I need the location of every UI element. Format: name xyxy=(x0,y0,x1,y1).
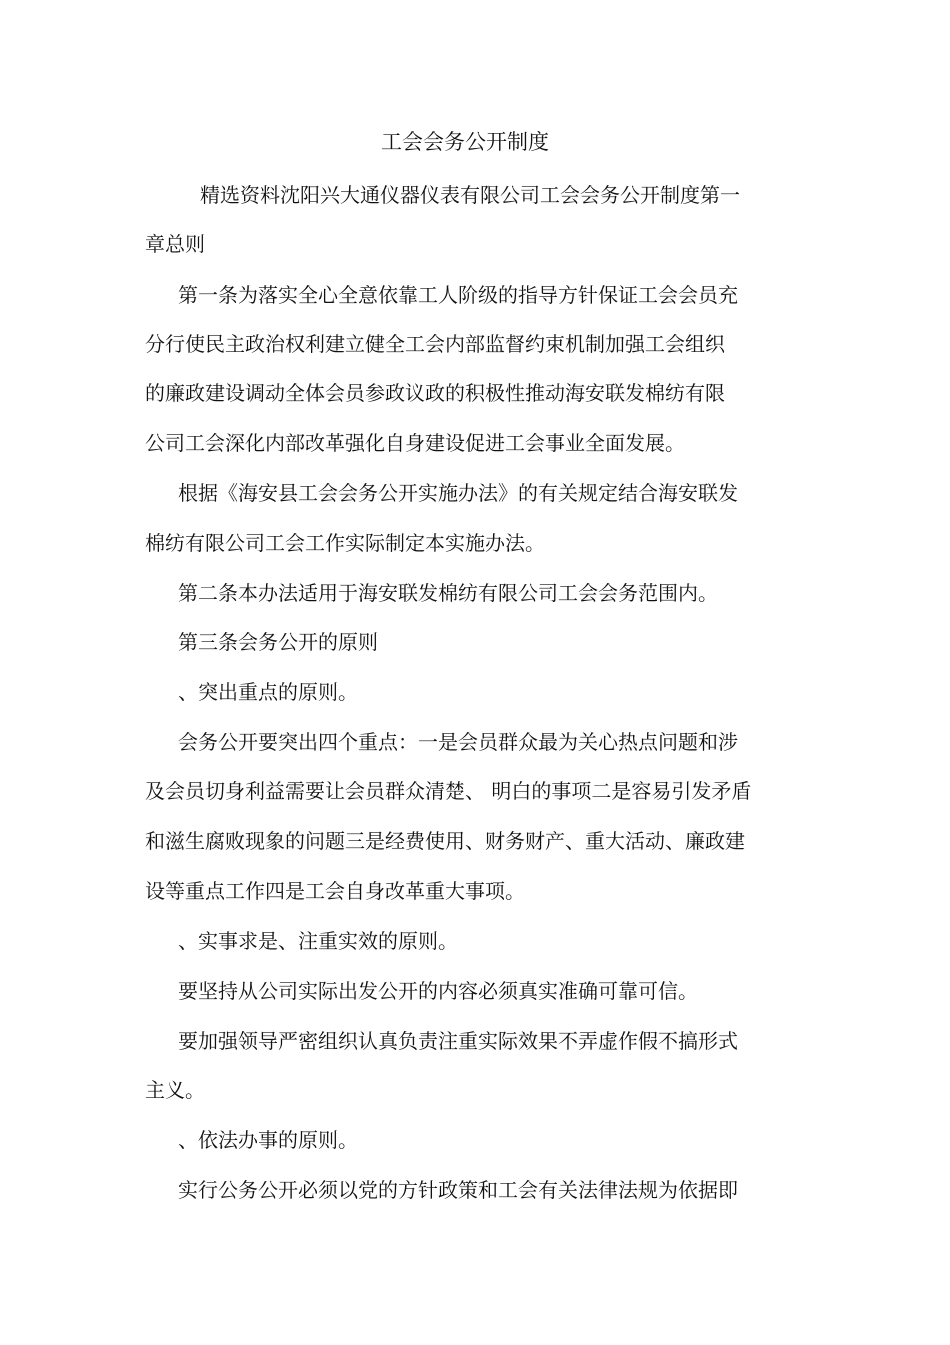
text-line: 分行使民主政治权利建立健全工会内部监督约束机制加强工会组织 xyxy=(145,332,725,356)
text-line: 第一条为落实全心全意依靠工人阶级的指导方针保证工会会员充 xyxy=(178,283,738,307)
document-title: 工会会务公开制度 xyxy=(381,130,549,154)
text-line: 的廉政建设调动全体会员参政议政的积极性推动海安联发棉纺有限 xyxy=(145,381,725,405)
text-line: 设等重点工作四是工会自身改革重大事项。 xyxy=(145,879,525,903)
text-line: 和滋生腐败现象的问题三是经费使用、财务财产、重大活动、廉政建 xyxy=(145,829,745,853)
text-line: 根据《海安县工会会务公开实施办法》的有关规定结合海安联发 xyxy=(178,481,738,505)
text-line: 棉纺有限公司工会工作实际制定本实施办法。 xyxy=(145,531,545,555)
text-line: 公司工会深化内部改革强化自身建设促进工会事业全面发展。 xyxy=(145,431,685,455)
text-line: 要加强领导严密组织认真负责注重实际效果不弄虚作假不搞形式 xyxy=(178,1029,738,1053)
text-line: 、实事求是、注重实效的原则。 xyxy=(178,929,458,953)
text-line: 、突出重点的原则。 xyxy=(178,680,358,704)
text-line: 要坚持从公司实际出发公开的内容必须真实准确可靠可信。 xyxy=(178,979,698,1003)
text-line: 第三条会务公开的原则 xyxy=(178,630,378,654)
text-line: 及会员切身利益需要让会员群众清楚、 明白的事项二是容易引发矛盾 xyxy=(145,779,752,803)
text-line: 第二条本办法适用于海安联发棉纺有限公司工会会务范围内。 xyxy=(178,581,718,605)
text-line: 会务公开要突出四个重点：一是会员群众最为关心热点问题和涉 xyxy=(178,730,738,754)
text-line: 章总则 xyxy=(145,232,205,256)
text-line: 精选资料沈阳兴大通仪器仪表有限公司工会会务公开制度第一 xyxy=(200,183,740,207)
text-line: 实行公务公开必须以党的方针政策和工会有关法律法规为依据即 xyxy=(178,1178,738,1202)
text-line: 、依法办事的原则。 xyxy=(178,1128,358,1152)
text-line: 主义。 xyxy=(145,1078,205,1102)
